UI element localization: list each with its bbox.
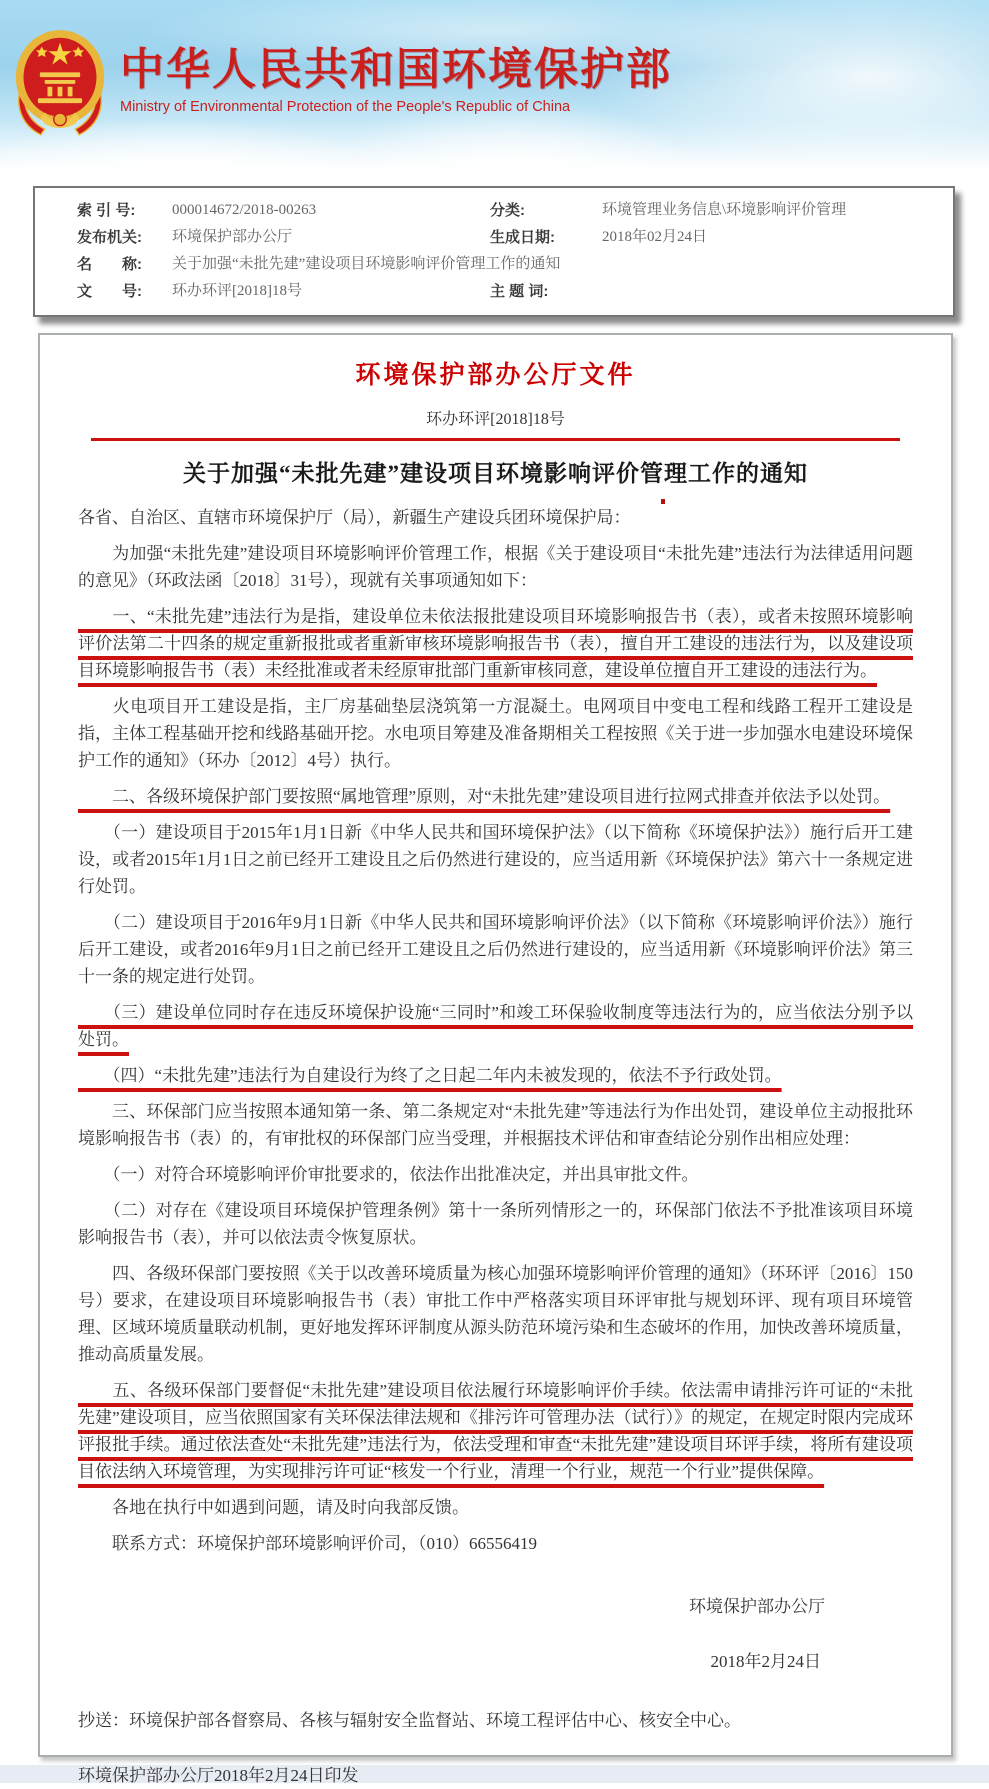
meta-label: 主 题 词: [490,283,549,300]
doc-paragraph: 各地在执行中如遇到问题，请及时向我部反馈。 [78,1498,469,1517]
meta-label: 文 号: [77,283,142,300]
meta-value: 环办环评[2018]18号 [172,283,302,299]
doc-paragraph: （一）建设项目于2015年1月1日新《中华人民共和国环境保护法》（以下简称《环境保护法》）施行后开工建设，或者2015年1月1日之前已经开工建设且之后仍然进行建设的，应当适用新《环境保护法》第六十一条规定进行处罚。 [78,823,913,896]
document-number: 环办环评[2018]18号 [426,411,565,428]
national-emblem-icon [12,26,108,136]
signature-date: 2018年2月24日 [710,1652,821,1671]
signature-office: 环境保护部办公厅 [689,1597,825,1616]
doc-paragraph: 三、环保部门应当按照本通知第一条、第二条规定对“未批先建”等违法行为作出处罚，建设单位主动报批环境影响报告书（表）的，有审批权的环保部门应当受理，并根据技术评估和审查结论分别作出相应处理： [78,1102,913,1148]
meta-table [35,197,953,305]
meta-value: 2018年02月24日 [602,229,708,245]
issue-note: 环境保护部办公厅2018年2月24日印发 [78,1766,359,1785]
document-title: 关于加强“未批先建”建设项目环境影响评价管理工作的通知 [183,461,808,486]
site-banner [0,0,989,170]
doc-paragraph-underlined: （三）建设单位同时存在违反环境保护设施“三同时”和竣工环保验收制度等违法行为的，应当依法分别予以处罚。 [78,1003,913,1049]
ministry-title-en: Ministry of Environmental Protection of the People's Republic of China [120,99,571,116]
meta-value: 关于加强“未批先建”建设项目环境影响评价管理工作的通知 [172,256,561,272]
red-speck [661,499,665,504]
doc-paragraph: （一）对符合环境影响评价审批要求的，依法作出批准决定，并出具审批文件。 [78,1165,699,1184]
doc-paragraph: 火电项目开工建设是指，主厂房基础垫层浇筑第一方混凝土。电网项目中变电工程和线路工程开工建设是指，主体工程基础开挖和线路基础开挖。水电项目筹建及准备期相关工程按照《关于进一步加强水电建设环境保护工作的通知》（环办〔2012〕4号）执行。 [78,697,913,770]
meta-value: 环境管理业务信息\环境影响评价管理 [602,202,847,218]
salutation: 各省、自治区、直辖市环境保护厅（局），新疆生产建设兵团环境保护局： [78,508,631,527]
meta-value: 环境保护部办公厅 [172,229,293,245]
doc-paragraph: 为加强“未批先建”建设项目环境影响评价管理工作，根据《关于建设项目“未批先建”违法行为法律适用问题的意见》（环政法函〔2018〕31号），现就有关事项通知如下： [78,544,913,590]
cc-note: 抄送：环境保护部各督察局、各核与辐射安全监督站、环境工程评估中心、核安全中心。 [78,1711,741,1730]
meta-row [35,251,953,278]
doc-paragraph: 四、各级环保部门要按照《关于以改善环境质量为核心加强环境影响评价管理的通知》（环环评〔2016〕150号）要求，在建设项目环境影响报告书（表）审批工作中严格落实项目环评审批与规划环评、现有项目环境管理、区域环境质量联动机制，更好地发挥环评制度从源头防范环境污染和生态破坏的作用，加快改善环境质量，推动高质量发展。 [78,1264,913,1364]
meta-label: 生成日期: [490,229,555,246]
meta-label: 发布机关: [77,229,142,246]
doc-paragraph: 联系方式：环境保护部环境影响评价司，（010）66556419 [78,1534,537,1553]
doc-paragraph-underlined: 一、“未批先建”违法行为是指，建设单位未依法报批建设项目环境影响报告书（表），或者未按照环境影响评价法第二十四条的规定重新报批或者重新审核环境影响报告书（表），擅自开工建设的违法行为，以及建设项目环境影响报告书（表）未经批准或者未经原审批部门重新审核同意，建设单位擅自开工建设的违法行为。 [78,607,913,680]
doc-paragraph: （二）建设项目于2016年9月1日新《中华人民共和国环境影响评价法》（以下简称《环境影响评价法》）施行后开工建设，或者2016年9月1日之前已经开工建设且之后仍然进行建设的，应当适用新《环境影响评价法》第三十一条的规定进行处罚。 [78,913,913,986]
doc-paragraph-underlined: （四）“未批先建”违法行为自建设行为终了之日起二年内未被发现的，依法不予行政处罚。 [78,1066,782,1085]
meta-label: 分类: [490,202,525,219]
doc-paragraph: （二）对存在《建设项目环境保护管理条例》第十一条所列情形之一的，环保部门依法不予批准该项目环境影响报告书（表），并可以依法责令恢复原状。 [78,1201,913,1247]
meta-row [35,197,953,224]
meta-value [602,278,953,305]
doc-paragraph-underlined: 五、各级环保部门要督促“未批先建”建设项目依法履行环境影响评价手续。依法需申请排污许可证的“未批先建”建设项目，应当依照国家有关环保法律法规和《排污许可管理办法（试行）》的规定，在规定时限内完成环评报批手续。通过依法查处“未批先建”违法行为，依法受理和审查“未批先建”建设项目环评手续，将所有建设项目依法纳入环境管理，为实现排污许可证“核发一个行业，清理一个行业，规范一个行业”提供保障。 [78,1381,913,1481]
document-card [38,333,953,1785]
document-body [78,540,913,1557]
meta-row [35,278,953,305]
ministry-title-cn: 中华人民共和国环境保护部 [120,45,672,94]
red-divider [91,438,901,441]
banner-titles [120,46,672,115]
doc-paragraph-underlined: 二、各级环境保护部门要按照“属地管理”原则，对“未批先建”建设项目进行拉网式排查并依法予以处罚。 [78,787,891,806]
meta-table-body [35,197,953,305]
meta-label: 索 引 号: [77,202,136,219]
issuing-office-header: 环境保护部办公厅文件 [355,362,636,389]
document-meta-card [33,186,955,317]
meta-label: 名 称: [77,256,142,273]
meta-value: 000014672/2018-00263 [172,202,317,218]
meta-row [35,224,953,251]
